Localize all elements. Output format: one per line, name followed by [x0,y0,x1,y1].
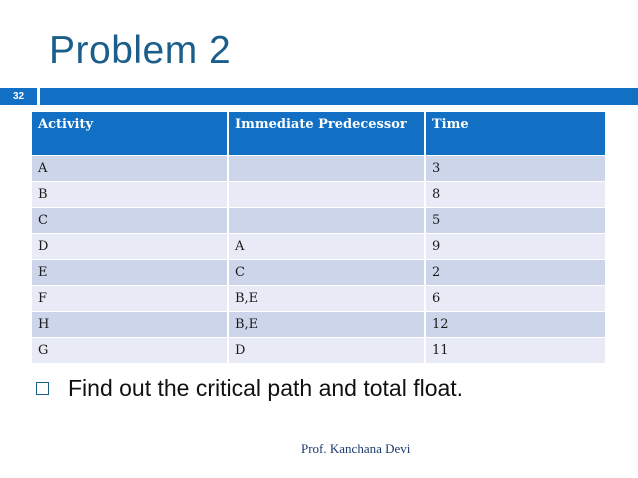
bullet-item [36,375,463,402]
table-header-row [32,112,605,155]
cell-predecessor [229,208,424,233]
cell-activity: A [32,156,227,181]
table-row [32,234,605,259]
cell-predecessor: B,E [229,286,424,311]
bullet-text: Find out the critical path and total float. [68,375,464,401]
cell-activity: F [32,286,227,311]
header-activity: Activity [32,112,227,155]
table-row [32,338,605,363]
header-immediate-predecessor: Immediate Predecessor [229,112,424,155]
cell-time: 3 [426,156,605,181]
cell-time: 12 [426,312,605,337]
cell-activity: C [32,208,227,233]
cell-time: 8 [426,182,605,207]
activity-table [30,111,607,364]
cell-activity: B [32,182,227,207]
cell-activity: D [32,234,227,259]
cell-predecessor: C [229,260,424,285]
table-row [32,260,605,285]
cell-time: 2 [426,260,605,285]
table-row [32,182,605,207]
cell-activity: E [32,260,227,285]
footer-author: Prof. Kanchana Devi [301,441,411,456]
title-underline-bar [40,88,638,105]
cell-time: 5 [426,208,605,233]
square-bullet-icon [36,382,49,395]
cell-predecessor [229,156,424,181]
cell-time: 6 [426,286,605,311]
header-time: Time [426,112,605,155]
cell-predecessor [229,182,424,207]
cell-activity: G [32,338,227,363]
slide-title: Problem 2 [49,29,232,72]
cell-time: 11 [426,338,605,363]
cell-activity: H [32,312,227,337]
table-row [32,286,605,311]
table-row [32,208,605,233]
cell-time: 9 [426,234,605,259]
table-row [32,156,605,181]
table-row [32,312,605,337]
cell-predecessor: B,E [229,312,424,337]
cell-predecessor: D [229,338,424,363]
slide-number: 32 [12,91,25,102]
cell-predecessor: A [229,234,424,259]
